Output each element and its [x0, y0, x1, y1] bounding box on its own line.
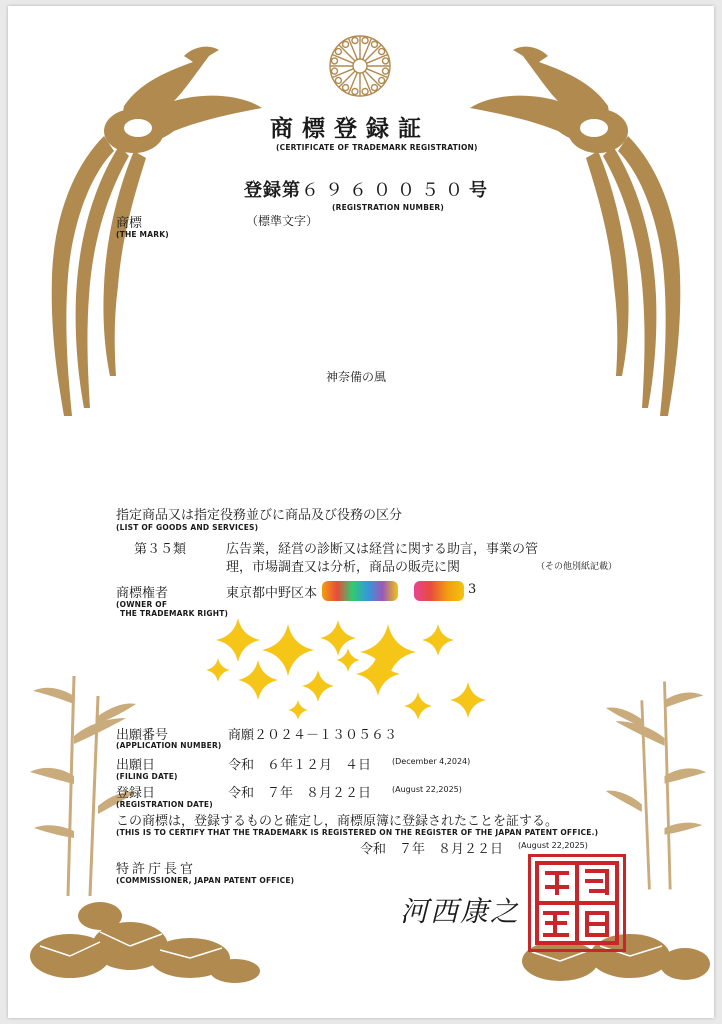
application-label-en: (APPLICATION NUMBER)	[116, 741, 222, 750]
filing-label-en: (FILING DATE)	[116, 772, 178, 781]
crest-petal-tip	[343, 85, 349, 91]
registration-number-value: ６９６００５０	[301, 180, 469, 201]
crest-petal-tip	[335, 49, 341, 55]
commissioner-signature: 河西康之	[400, 895, 521, 928]
certify-date: 令和 ７年 ８月２２日	[360, 842, 504, 857]
owner-address-tail: 3	[468, 582, 477, 597]
mark-type: （標準文字）	[246, 214, 319, 228]
sparkle-star	[320, 620, 356, 656]
application-label: 出願番号	[116, 728, 169, 743]
sparkle-star	[216, 618, 260, 662]
official-seal	[528, 854, 626, 952]
certificate-title-en: (CERTIFICATE OF TRADEMARK REGISTRATION)	[276, 143, 478, 152]
crest-petal-tip	[331, 68, 337, 74]
mark-label-en: (THE MARK)	[116, 230, 169, 239]
mark-label: 商標	[116, 216, 143, 231]
goods-heading-en: (LIST OF GOODS AND SERVICES)	[116, 523, 259, 532]
paulownia-left-decoration	[30, 876, 260, 986]
sparkle-star	[336, 648, 360, 672]
sparkle-star	[262, 624, 314, 676]
certify-statement: この商標は，登録するものと確定し，商標原簿に登録されたことを証する。	[116, 814, 559, 829]
goods-class: 第３５類	[134, 542, 187, 557]
sparkle-star	[450, 682, 486, 718]
commissioner-label-en: (COMMISSIONER, JAPAN PATENT OFFICE)	[116, 876, 295, 885]
crest-petal-tip	[371, 85, 377, 91]
goods-heading: 指定商品又は指定役務並びに商品及び役務の区分	[116, 508, 403, 523]
registration-date-value: 令和 ７年 ８月２２日	[228, 786, 372, 801]
filing-value-en: (December 4,2024)	[392, 757, 471, 766]
goods-line-1: 広告業，経営の診断又は経営に関する助言，事業の管	[226, 542, 539, 557]
crest-petal-tip	[331, 58, 337, 64]
registration-suffix: 号	[469, 180, 488, 201]
crest-petal-tip	[362, 89, 368, 95]
owner-label-en-1: (OWNER OF	[116, 600, 168, 609]
sparkle-star	[288, 700, 308, 720]
chrysanthemum-crest	[328, 34, 392, 98]
crest-petal-tip	[335, 77, 341, 83]
owner-label-en-2: THE TRADEMARK RIGHT)	[120, 609, 229, 618]
crest-petal-tip	[352, 37, 358, 43]
crest-petal-tip	[343, 41, 349, 47]
application-value: 商願２０２４－１３０５６３	[228, 728, 398, 743]
registration-date-label: 登録日	[116, 786, 156, 801]
commissioner-label: 特許庁長官	[116, 862, 197, 877]
sparkle-star	[238, 660, 278, 700]
goods-note: （その他別紙記載）	[536, 562, 618, 572]
crest-petal-tip	[383, 58, 389, 64]
certify-statement-en: (THIS IS TO CERTIFY THAT THE TRADEMARK IS REGISTERED ON THE REGISTER OF THE JAPAN PATENT OFFICE.)	[116, 828, 599, 837]
sparkle-star	[206, 658, 230, 682]
certificate-page	[8, 6, 714, 1018]
registration-number	[244, 176, 488, 202]
sparkle-star	[422, 624, 454, 656]
registration-date-value-en: (August 22,2025)	[392, 785, 462, 794]
mark-text: 神奈備の風	[326, 370, 387, 384]
crest-petal-tip	[383, 68, 389, 74]
crest-petal-tip	[362, 37, 368, 43]
crest-petal-tip	[379, 49, 385, 55]
crest-petal-tip	[379, 77, 385, 83]
owner-address: 東京都中野区本	[226, 586, 318, 601]
sparkle-redaction	[188, 610, 488, 730]
redaction-rainbow-2	[414, 581, 464, 601]
seal-glyph-icon	[531, 857, 623, 949]
crest-petal-tip	[371, 41, 377, 47]
redaction-rainbow-1	[322, 581, 398, 601]
sparkle-star	[404, 692, 432, 720]
crest-petal-tip	[352, 89, 358, 95]
sparkle-star	[302, 670, 334, 702]
registration-label: 登録第	[244, 180, 301, 201]
registration-date-label-en: (REGISTRATION DATE)	[116, 800, 213, 809]
goods-line-2: 理，市場調査又は分析，商品の販売に関	[226, 560, 461, 575]
phoenix-right-decoration	[468, 36, 698, 426]
filing-value: 令和 ６年１２月 ４日	[228, 758, 372, 773]
registration-number-en: (REGISTRATION NUMBER)	[332, 203, 445, 212]
filing-label: 出願日	[116, 758, 156, 773]
certificate-title: 商標登録証	[270, 115, 430, 142]
owner-label: 商標権者	[116, 586, 169, 601]
certify-date-en: (August 22,2025)	[518, 841, 588, 850]
